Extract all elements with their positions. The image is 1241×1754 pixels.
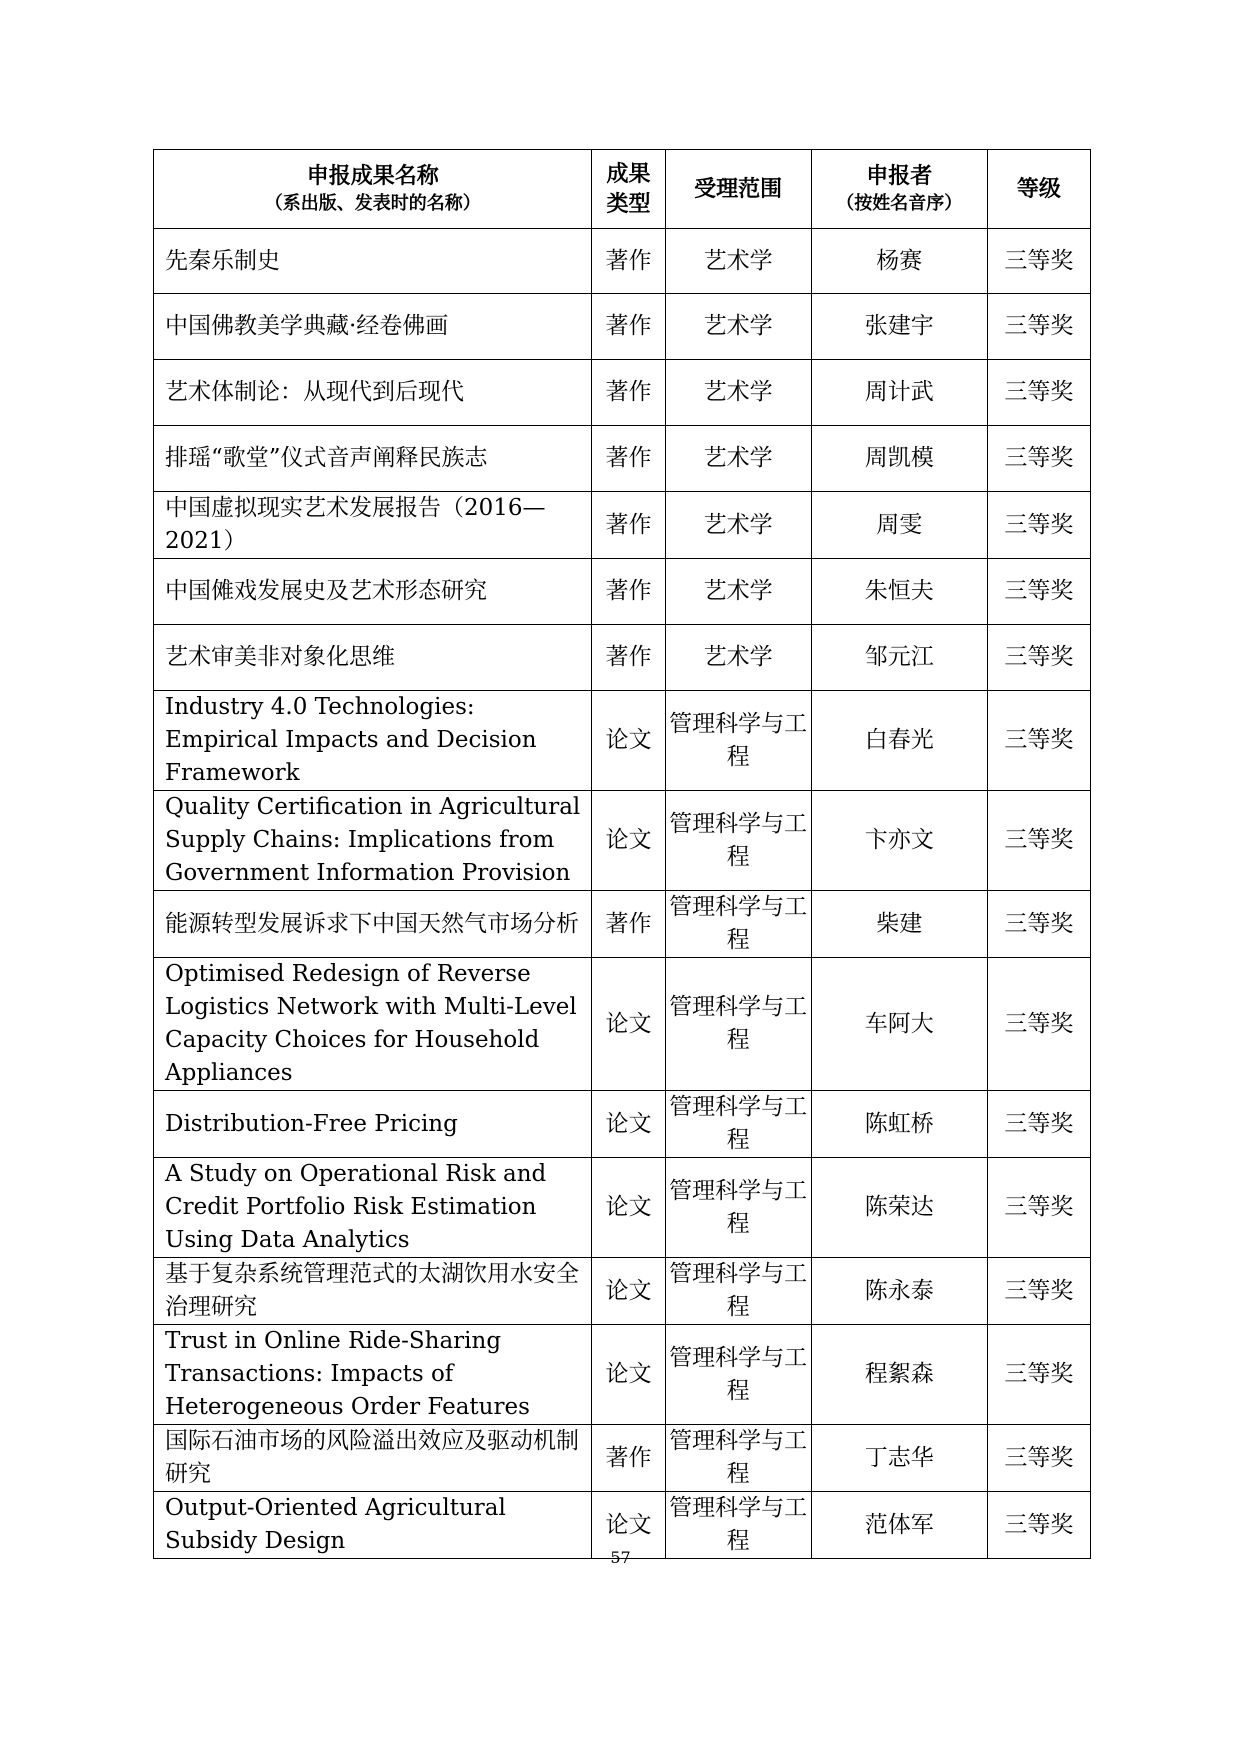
row-type: 论文 — [592, 1492, 665, 1559]
table-row — [154, 791, 1091, 891]
row-level: 三等奖 — [987, 360, 1090, 426]
row-scope: 管理科学与工程 — [665, 1258, 811, 1325]
row-type: 著作 — [592, 492, 665, 559]
row-type: 论文 — [592, 1091, 665, 1158]
header-applicant — [811, 150, 987, 229]
row-scope: 管理科学与工程 — [665, 1325, 811, 1425]
row-level: 三等奖 — [987, 691, 1090, 791]
row-scope: 艺术学 — [665, 492, 811, 559]
header-name-note: （系出版、发表时的名称） — [264, 193, 481, 214]
table-row — [154, 426, 1091, 492]
row-type: 论文 — [592, 691, 665, 791]
row-scope: 管理科学与工程 — [665, 791, 811, 891]
row-name: 艺术体制论：从现代到后现代 — [154, 360, 592, 426]
row-level: 三等奖 — [987, 492, 1090, 559]
row-scope: 艺术学 — [665, 559, 811, 625]
row-type: 论文 — [592, 1325, 665, 1425]
row-applicant: 张建宇 — [811, 294, 987, 360]
row-type: 论文 — [592, 1258, 665, 1325]
row-name: 艺术审美非对象化思维 — [154, 625, 592, 691]
row-level: 三等奖 — [987, 891, 1090, 958]
header-type-line1: 成果 — [606, 161, 651, 187]
row-applicant: 陈荣达 — [811, 1158, 987, 1258]
row-scope: 艺术学 — [665, 294, 811, 360]
row-scope: 管理科学与工程 — [665, 1492, 811, 1559]
table-row — [154, 229, 1091, 294]
table-row — [154, 360, 1091, 426]
row-applicant: 白春光 — [811, 691, 987, 791]
row-applicant: 陈永泰 — [811, 1258, 987, 1325]
row-name: Quality Certification in Agricultural Supply Chains: Implications from Government Information Provision — [154, 791, 592, 891]
table-row — [154, 559, 1091, 625]
row-applicant: 周雯 — [811, 492, 987, 559]
header-scope — [665, 150, 811, 229]
row-level: 三等奖 — [987, 559, 1090, 625]
row-scope: 管理科学与工程 — [665, 958, 811, 1091]
row-applicant: 周凯模 — [811, 426, 987, 492]
row-name: Trust in Online Ride-Sharing Transactions: Impacts of Heterogeneous Order Features — [154, 1325, 592, 1425]
row-name: Output-Oriented Agricultural Subsidy Design — [154, 1492, 592, 1559]
row-name: Distribution-Free Pricing — [154, 1091, 592, 1158]
row-type: 著作 — [592, 1425, 665, 1492]
row-level: 三等奖 — [987, 791, 1090, 891]
row-applicant: 周计武 — [811, 360, 987, 426]
row-type: 论文 — [592, 1158, 665, 1258]
row-level: 三等奖 — [987, 1258, 1090, 1325]
table-row — [154, 1091, 1091, 1158]
row-type: 著作 — [592, 559, 665, 625]
row-name: 中国傩戏发展史及艺术形态研究 — [154, 559, 592, 625]
row-level: 三等奖 — [987, 1425, 1090, 1492]
table-body — [154, 229, 1091, 1559]
table-row — [154, 1425, 1091, 1492]
header-scope-title: 受理范围 — [694, 176, 783, 202]
row-name: 能源转型发展诉求下中国天然气市场分析 — [154, 891, 592, 958]
row-applicant: 陈虹桥 — [811, 1091, 987, 1158]
row-scope: 艺术学 — [665, 229, 811, 294]
header-type-line2: 类型 — [606, 191, 651, 217]
row-scope: 管理科学与工程 — [665, 1091, 811, 1158]
row-level: 三等奖 — [987, 625, 1090, 691]
row-level: 三等奖 — [987, 426, 1090, 492]
header-level-title: 等级 — [1016, 176, 1061, 202]
row-applicant: 程絮森 — [811, 1325, 987, 1425]
row-name: A Study on Operational Risk and Credit Portfolio Risk Estimation Using Data Analytics — [154, 1158, 592, 1258]
row-level: 三等奖 — [987, 1091, 1090, 1158]
page-number: 57 — [610, 1548, 631, 1567]
header-name — [154, 150, 592, 229]
row-scope: 艺术学 — [665, 625, 811, 691]
row-type: 著作 — [592, 426, 665, 492]
row-name: 基于复杂系统管理范式的太湖饮用水安全治理研究 — [154, 1258, 592, 1325]
row-applicant: 杨赛 — [811, 229, 987, 294]
table-row — [154, 1158, 1091, 1258]
table-row — [154, 891, 1091, 958]
row-type: 论文 — [592, 791, 665, 891]
table-row — [154, 492, 1091, 559]
row-name: 中国虚拟现实艺术发展报告（2016—2021） — [154, 492, 592, 559]
header-name-title: 申报成果名称 — [306, 163, 439, 189]
row-level: 三等奖 — [987, 958, 1090, 1091]
row-name: Industry 4.0 Technologies: Empirical Impacts and Decision Framework — [154, 691, 592, 791]
row-applicant: 朱恒夫 — [811, 559, 987, 625]
row-level: 三等奖 — [987, 1492, 1090, 1559]
row-scope: 管理科学与工程 — [665, 891, 811, 958]
header-applicant-note: （按姓名音序） — [836, 193, 963, 214]
row-name: 排瑶“歌堂”仪式音声阐释民族志 — [154, 426, 592, 492]
row-name: 中国佛教美学典藏·经卷佛画 — [154, 294, 592, 360]
row-applicant: 丁志华 — [811, 1425, 987, 1492]
row-type: 著作 — [592, 891, 665, 958]
row-scope: 管理科学与工程 — [665, 1158, 811, 1258]
table-row — [154, 1325, 1091, 1425]
row-applicant: 卞亦文 — [811, 791, 987, 891]
table-row — [154, 1258, 1091, 1325]
row-level: 三等奖 — [987, 1325, 1090, 1425]
row-level: 三等奖 — [987, 1158, 1090, 1258]
row-type: 著作 — [592, 625, 665, 691]
row-name: Optimised Redesign of Reverse Logistics Network with Multi-Level Capacity Choices for Household Appliances — [154, 958, 592, 1091]
row-scope: 管理科学与工程 — [665, 1425, 811, 1492]
row-applicant: 范体军 — [811, 1492, 987, 1559]
row-name: 国际石油市场的风险溢出效应及驱动机制研究 — [154, 1425, 592, 1492]
row-level: 三等奖 — [987, 229, 1090, 294]
header-applicant-title: 申报者 — [866, 163, 933, 189]
row-name: 先秦乐制史 — [154, 229, 592, 294]
table-row — [154, 625, 1091, 691]
row-scope: 艺术学 — [665, 360, 811, 426]
row-scope: 艺术学 — [665, 426, 811, 492]
row-type: 著作 — [592, 294, 665, 360]
row-scope: 管理科学与工程 — [665, 691, 811, 791]
awards-table — [153, 149, 1091, 1559]
table-row — [154, 691, 1091, 791]
row-applicant: 车阿大 — [811, 958, 987, 1091]
row-level: 三等奖 — [987, 294, 1090, 360]
row-applicant: 柴建 — [811, 891, 987, 958]
table-header-row — [154, 150, 1091, 229]
table-row — [154, 958, 1091, 1091]
row-type: 论文 — [592, 958, 665, 1091]
row-type: 著作 — [592, 360, 665, 426]
table-row — [154, 294, 1091, 360]
row-type: 著作 — [592, 229, 665, 294]
row-applicant: 邹元江 — [811, 625, 987, 691]
header-type — [592, 150, 665, 229]
header-level — [987, 150, 1090, 229]
